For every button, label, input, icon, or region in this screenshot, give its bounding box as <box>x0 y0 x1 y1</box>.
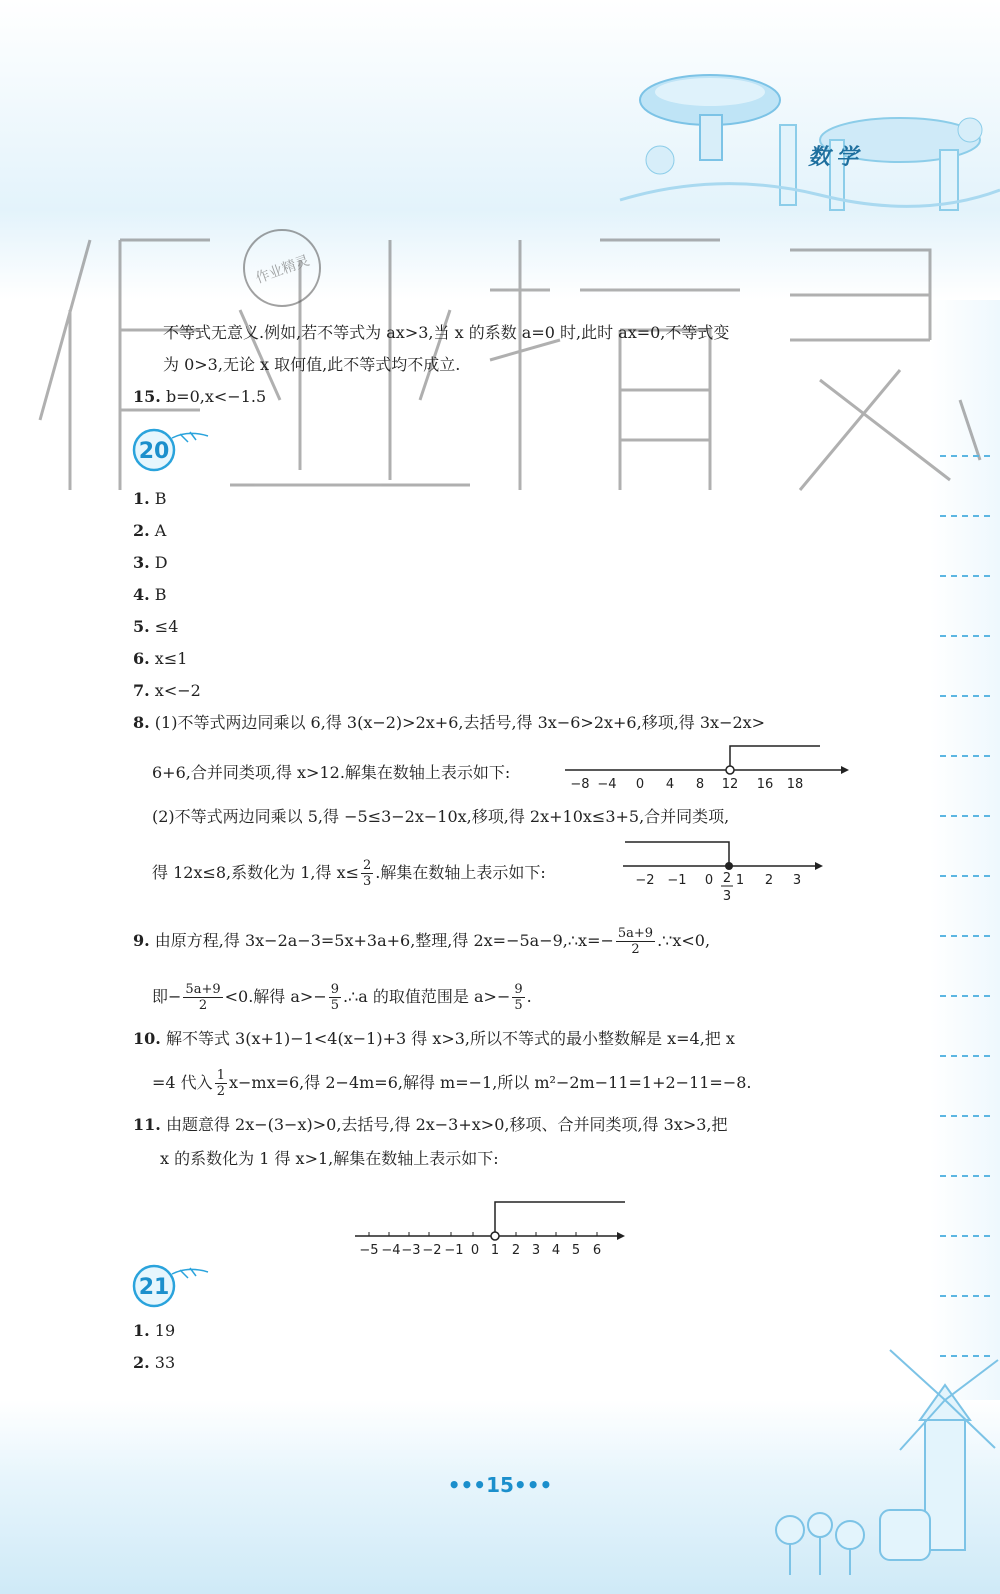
margin-dash <box>940 995 990 997</box>
answer-21-2: 2. 33 <box>133 1353 176 1372</box>
windmill-illustration <box>740 1330 1000 1594</box>
margin-dash <box>940 935 990 937</box>
tick-label: 3 <box>792 873 802 888</box>
tick-label: 4 <box>551 1243 561 1256</box>
subject-title: 数学 <box>808 145 865 170</box>
tick-label: −5 <box>359 1243 379 1256</box>
tick-label: 1 <box>735 873 745 888</box>
answer-20-9-line1: 9. 由原方程,得 3x−2a−3=5x+3a+6,整理,得 2x=−5a−9,∴x=− $\frac{5a+9}{2}$ .∵x<0, <box>133 926 711 957</box>
answer-20-2: 2. A <box>133 521 167 540</box>
fraction: $\frac{9}{5}$ <box>514 982 523 1013</box>
svg-text:21: 21 <box>138 1275 170 1300</box>
svg-text:作业精灵: 作业精灵 <box>253 252 312 287</box>
number-line-q11 <box>355 1196 635 1256</box>
tick-label: −1 <box>667 873 687 888</box>
tick-label: 5 <box>571 1243 581 1256</box>
answer-20-9-line2: 即− $\frac{5a+9}{2}$ <0.解得 a>− $\frac{9}{5}$ .∴a 的取值范围是 a>− $\frac{9}{5}$ . <box>152 982 532 1013</box>
tick-label: 3 <box>531 1243 541 1256</box>
margin-dash <box>940 755 990 757</box>
margin-dash <box>940 815 990 817</box>
fraction: $\frac{1}{2}$ <box>216 1068 225 1099</box>
tick-label: 12 <box>721 777 739 792</box>
number-line-q8-2 <box>623 834 823 906</box>
tick-label: 6 <box>592 1243 602 1256</box>
tick-label: −4 <box>381 1243 401 1256</box>
tick-label: 8 <box>695 777 705 792</box>
tick-label: 18 <box>786 777 804 792</box>
answer-20-7: 7. x<−2 <box>133 681 201 700</box>
svg-text:20: 20 <box>138 439 170 464</box>
answer-21-1: 1. 19 <box>133 1321 176 1340</box>
answer-20-3: 3. D <box>133 553 168 572</box>
tick-label: 0 <box>704 873 714 888</box>
tick-label: −8 <box>570 777 590 792</box>
tick-label: 0 <box>635 777 645 792</box>
answer-20-8-line4: 得 12x≤8,系数化为 1,得 x≤ $\frac{2}{3}$ .解集在数轴上表示如下: <box>152 858 546 889</box>
tick-label: −2 <box>422 1243 442 1256</box>
tick-label: −3 <box>401 1243 421 1256</box>
margin-dash <box>940 635 990 637</box>
margin-dash <box>940 455 990 457</box>
answer-20-8-line2: 6+6,合并同类项,得 x>12.解集在数轴上表示如下: <box>152 763 511 782</box>
fraction: $\frac{5a+9}{2}$ <box>617 926 654 957</box>
section-badge-21 <box>128 1264 218 1308</box>
margin-dash <box>940 575 990 577</box>
answer-20-4: 4. B <box>133 585 167 604</box>
margin-dash <box>940 515 990 517</box>
tick-label: −2 <box>635 873 655 888</box>
fraction: $\frac{2}{3}$ <box>363 858 372 889</box>
point-label-num: 2 <box>722 871 732 886</box>
answer-20-11-line1: 11. 由题意得 2x−(3−x)>0,去括号,得 2x−3+x>0,移项、合并同类项,得 3x>3,把 <box>133 1115 728 1134</box>
margin-dash <box>940 1055 990 1057</box>
answer-20-8-line1: 8. (1)不等式两边同乘以 6,得 3(x−2)>2x+6,去括号,得 3x−6>2x+6,移项,得 3x−2x> <box>133 713 766 732</box>
answer-20-6: 6. x≤1 <box>133 649 188 668</box>
point-label-den: 3 <box>722 889 732 904</box>
tick-label: −4 <box>597 777 617 792</box>
section-badge-20 <box>128 428 218 472</box>
tick-label: 16 <box>756 777 774 792</box>
margin-dash <box>940 695 990 697</box>
answer-20-1: 1. B <box>133 489 167 508</box>
tick-label: 1 <box>490 1243 500 1256</box>
tick-label: 0 <box>470 1243 480 1256</box>
answer-20-10-line1: 10. 解不等式 3(x+1)−1<4(x−1)+3 得 x>3,所以不等式的最小整数解是 x=4,把 x <box>133 1029 735 1048</box>
watermark-stamp <box>244 230 320 306</box>
continuation-line-1: 不等式无意义.例如,若不等式为 ax>3,当 x 的系数 a=0 时,此时 ax=0,不等式变 <box>163 323 730 342</box>
continuation-line-2: 为 0>3,无论 x 取何值,此不等式均不成立. <box>163 355 461 374</box>
margin-dash <box>940 1115 990 1117</box>
answer-20-5: 5. ≤4 <box>133 617 179 636</box>
tick-label: 2 <box>511 1243 521 1256</box>
answer-20-8-line3: (2)不等式两边同乘以 5,得 −5≤3−2x−10x,移项,得 2x+10x≤3+5,合并同类项, <box>152 807 730 826</box>
answer-20-11-line2: x 的系数化为 1 得 x>1,解集在数轴上表示如下: <box>160 1149 499 1168</box>
fraction: $\frac{5a+9}{2}$ <box>185 982 221 1013</box>
margin-dash <box>940 1235 990 1237</box>
page-number: •••15••• <box>447 1473 553 1497</box>
tick-label: 2 <box>764 873 774 888</box>
tick-label: 4 <box>665 777 675 792</box>
margin-dash <box>940 1295 990 1297</box>
tick-label: −1 <box>444 1243 464 1256</box>
number-line-q8-1 <box>565 736 850 796</box>
answer-20-10-line2: =4 代入 $\frac{1}{2}$ x−mx=6,得 2−4m=6,解得 m=−1,所以 m²−2m−11=1+2−11=−8. <box>152 1068 752 1099</box>
watermark <box>0 200 1000 520</box>
answer-15: 15. b=0,x<−1.5 <box>133 387 267 406</box>
margin-dash <box>940 875 990 877</box>
fraction: $\frac{9}{5}$ <box>330 982 340 1013</box>
margin-dash <box>940 1175 990 1177</box>
